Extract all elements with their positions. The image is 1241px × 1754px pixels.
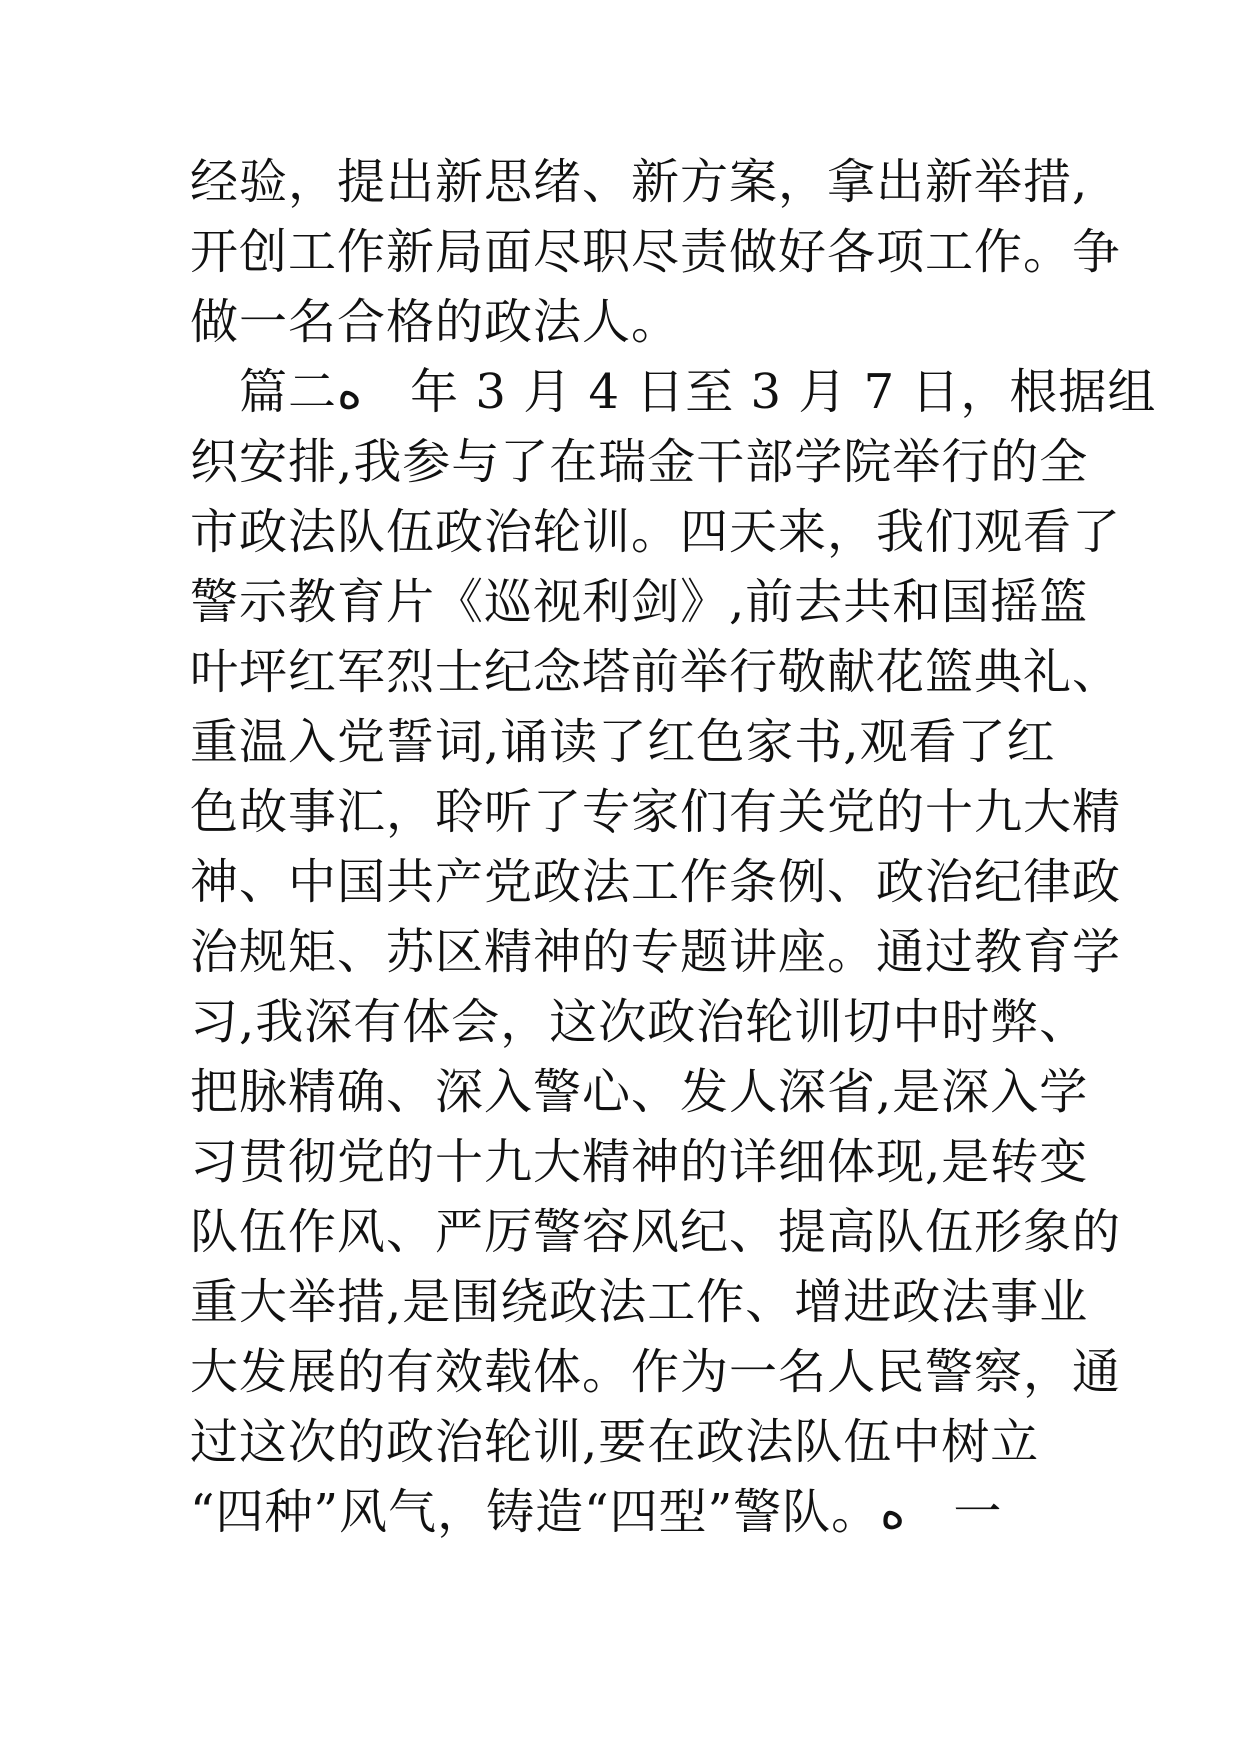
text-line: 习,我深有体会，这次政治轮训切中时弊、	[190, 994, 1089, 1050]
text-line: 队伍作风、严厉警容风纪、提高队伍形象的	[190, 1204, 1122, 1260]
text-line: 习贯彻党的十九大精神的详细体现,是转变	[190, 1134, 1089, 1190]
text-line: 色故事汇，聆听了专家们有关党的十九大精	[190, 784, 1122, 840]
text-line: “四种”风气，铸造“四型”警队。ﻩ 一	[190, 1484, 1003, 1540]
text-line: 过这次的政治轮训,要在政法队伍中树立	[190, 1414, 1040, 1470]
text-line: 神、中国共产党政法工作条例、政治纪律政	[190, 854, 1122, 910]
text-line: 重温入党誓词,诵读了红色家书,观看了红	[190, 714, 1056, 770]
text-line: 市政法队伍政治轮训。四天来，我们观看了	[190, 504, 1122, 560]
text-line: 做一名合格的政法人。	[190, 294, 681, 350]
text-line: 叶坪红军烈士纪念塔前举行敬献花篮典礼、	[190, 644, 1122, 700]
text-line: 警示教育片《巡视利剑》,前去共和国摇篮	[190, 574, 1089, 630]
text-line: 把脉精确、深入警心、发人深省,是深入学	[190, 1064, 1089, 1120]
text-line: 重大举措,是围绕政法工作、增进政法事业	[190, 1274, 1089, 1330]
text-line: 经验，提出新思绪、新方案，拿出新举措,	[190, 154, 1089, 210]
text-line: 治规矩、苏区精神的专题讲座。通过教育学	[190, 924, 1122, 980]
text-line: 大发展的有效载体。作为一名人民警察，通	[190, 1344, 1122, 1400]
text-line: 织安排,我参与了在瑞金干部学院举行的全	[190, 434, 1089, 490]
text-line: 篇二ﻩ 年 3 月 4 日至 3 月 7 日，根据组	[190, 364, 1157, 420]
text-line: 开创工作新局面尽职尽责做好各项工作。争	[190, 224, 1122, 280]
